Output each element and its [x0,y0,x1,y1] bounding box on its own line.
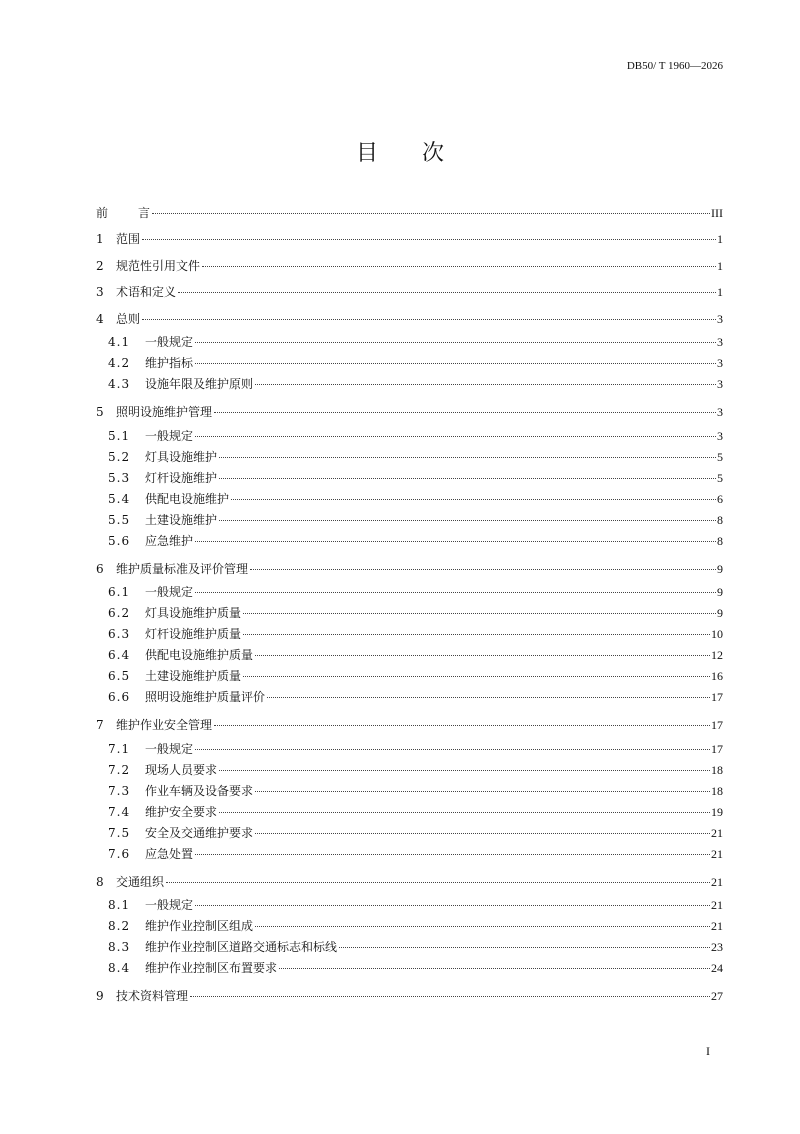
toc-section-entry[interactable] [96,916,723,937]
toc-entry-number: 5.5 [108,512,131,527]
toc-chapter-entry[interactable] [96,983,723,1010]
dot-leader [267,697,710,698]
toc-section-entry[interactable] [96,781,723,802]
toc-page-number: III [711,206,723,220]
toc-entry-number: 7.3 [108,783,131,798]
toc-page-number: 16 [711,669,723,683]
toc-page-number: 21 [711,846,723,861]
toc-page-number: 18 [711,783,723,798]
toc-entry-title: 作业车辆及设备要求 [145,783,254,798]
toc-page-number: 21 [711,898,723,912]
toc-page-number: 8 [717,533,723,548]
toc-entry-number: 9 [96,989,104,1003]
toc-chapter-entry[interactable] [96,279,723,306]
toc-page-number: 19 [711,804,723,819]
dot-leader [166,882,710,883]
toc-entry-number: 8 [96,874,104,889]
toc-page-number: 8 [717,512,723,527]
toc-entry-title: 土建设施维护 [145,512,218,527]
toc-entry-number: 6.5 [108,669,131,683]
dot-leader [214,412,716,413]
toc-section-entry[interactable] [96,645,723,666]
toc-entry-title: 一般规定 [145,428,194,443]
toc-section-entry[interactable] [96,603,723,624]
document-code: DB50/ T 1960—2026 [626,60,723,72]
toc-page-number: 3 [717,405,723,419]
toc-entry-title: 灯具设施维护 [145,449,218,464]
toc-entry-title: 范围 [116,232,141,246]
toc-entry-number: 8.2 [108,919,131,933]
toc-page-number: 3 [717,377,723,391]
toc-entry-title: 现场人员要求 [145,762,218,777]
toc-entry-title: 交通组织 [116,874,165,889]
dot-leader [142,239,716,240]
toc-section-entry[interactable] [96,937,723,958]
toc-chapter-entry[interactable] [96,556,723,583]
toc-page-number: 1 [717,258,723,273]
toc-entry-number: 6.4 [108,648,131,662]
toc-entry-number: 7 [96,718,104,732]
toc-entry-number: 1 [96,232,104,246]
dot-leader [195,342,716,343]
toc-entry-number: 8.3 [108,940,131,954]
toc-entry-title: 维护质量标准及评价管理 [116,561,249,576]
dot-leader [255,655,710,656]
dot-leader [255,791,710,792]
toc-page-number: 5 [717,449,723,464]
toc-section-entry[interactable] [96,468,723,489]
toc-section-entry[interactable] [96,802,723,823]
toc-entry-title: 维护安全要求 [145,804,218,819]
dot-leader [243,613,716,614]
toc-entry-title: 照明设施维护质量评价 [145,690,266,704]
toc-chapter-entry[interactable] [96,200,723,226]
toc-entry-number: 6.2 [108,606,131,620]
toc-section-entry[interactable] [96,332,723,353]
dot-leader [219,812,710,813]
toc-entry-number: 6.3 [108,627,131,641]
toc-section-entry[interactable] [96,489,723,510]
toc-page-number: 17 [711,690,723,704]
toc-entry-title: 术语和定义 [116,285,177,299]
toc-entry-number: 5 [96,405,104,419]
toc-entry-title: 总则 [116,311,141,326]
toc-section-entry[interactable] [96,958,723,979]
toc-page-number: 9 [717,585,723,599]
title-char-1: 目 [355,141,378,166]
toc-entry-number: 4.3 [108,377,131,391]
toc-entry-number: 3 [96,285,104,299]
toc-chapter-entry[interactable] [96,712,723,739]
dot-leader [178,292,716,293]
toc-entry-number: 4.2 [108,356,131,370]
toc-entry-title: 维护作业控制区布置要求 [145,961,278,975]
toc-entry-title: 一般规定 [145,585,194,599]
toc-page-number: 6 [717,491,723,506]
toc-section-entry[interactable] [96,426,723,447]
dot-leader [250,569,716,570]
toc-entry-number: 6.1 [108,585,131,599]
toc-section-entry[interactable] [96,374,723,395]
toc-entry-title: 维护作业安全管理 [116,718,213,732]
toc-chapter-entry[interactable] [96,869,723,896]
dot-leader [219,520,716,521]
toc-page-number: 27 [711,989,723,1003]
toc-entry-number: 5.3 [108,470,131,485]
toc-entry-number: 7.4 [108,804,131,819]
toc-page-number: 3 [717,428,723,443]
toc-page-number: 12 [711,648,723,662]
toc-page-number: 10 [711,627,723,641]
toc-entry-title: 一般规定 [145,898,194,912]
toc-section-entry[interactable] [96,823,723,844]
dot-leader [195,905,710,906]
toc-entry-number: 2 [96,258,104,273]
toc-section-entry[interactable] [96,582,723,603]
toc-section-entry[interactable] [96,510,723,531]
dot-leader [219,770,710,771]
toc-section-entry[interactable] [96,666,723,687]
dot-leader [195,541,716,542]
toc-page-number: 21 [711,874,723,889]
toc-entry-title: 应急处置 [145,846,194,861]
dot-leader [195,363,716,364]
toc-entry-number: 4 [96,311,104,326]
toc-page-number: 18 [711,762,723,777]
toc-page-number: 17 [711,718,723,732]
table-of-contents [96,200,723,1010]
toc-section-entry[interactable] [96,687,723,708]
toc-entry-title: 灯杆设施维护 [145,470,218,485]
dot-leader [195,592,716,593]
toc-page-number: 21 [711,825,723,840]
toc-section-entry[interactable] [96,447,723,468]
dot-leader [142,319,716,320]
toc-entry-number: 7.5 [108,825,131,840]
toc-entry-title: 技术资料管理 [116,989,189,1003]
toc-page-number: 1 [717,232,723,246]
dot-leader [195,854,710,855]
toc-entry-title: 设施年限及维护原则 [145,377,254,391]
toc-entry-number: 8.1 [108,898,131,912]
dot-leader [219,457,716,458]
dot-leader [255,926,710,927]
toc-page-number: 23 [711,940,723,954]
toc-page-number: 24 [711,961,723,975]
toc-entry-title: 维护作业控制区组成 [145,919,254,933]
toc-entry-title: 一般规定 [145,335,194,349]
title-char-2: 次 [422,141,445,166]
toc-page-number: 9 [717,561,723,576]
toc-page-number: 1 [717,285,723,299]
toc-entry-number: 6.6 [108,690,131,704]
toc-section-entry[interactable] [96,624,723,645]
dot-leader [255,384,716,385]
toc-entry-title: 维护指标 [145,356,194,370]
toc-entry-number: 5.6 [108,533,131,548]
page-title [0,136,800,167]
toc-entry-title: 土建设施维护质量 [145,669,242,683]
toc-entry-title: 供配电设施维护 [145,491,230,506]
toc-entry-title: 照明设施维护管理 [116,405,213,419]
toc-entry-number: 7.6 [108,846,131,861]
toc-chapter-entry[interactable] [96,253,723,280]
toc-section-entry[interactable] [96,760,723,781]
toc-entry-title: 灯具设施维护质量 [145,606,242,620]
toc-page-number: 3 [717,335,723,349]
dot-leader [195,749,710,750]
dot-leader [214,725,710,726]
toc-entry-title: 前 言 [96,206,151,220]
toc-entry-title: 维护作业控制区道路交通标志和标线 [145,940,338,954]
toc-chapter-entry[interactable] [96,226,723,253]
dot-leader [243,634,710,635]
toc-entry-number: 5.4 [108,491,131,506]
dot-leader [339,947,710,948]
page-number: I [706,1044,710,1058]
toc-entry-title: 一般规定 [145,741,194,756]
dot-leader [219,478,716,479]
toc-section-entry[interactable] [96,353,723,374]
toc-page-number: 3 [717,311,723,326]
toc-section-entry[interactable] [96,895,723,916]
toc-chapter-entry[interactable] [96,306,723,333]
toc-entry-title: 安全及交通维护要求 [145,825,254,840]
toc-page-number: 5 [717,470,723,485]
dot-leader [202,266,716,267]
dot-leader [195,436,716,437]
toc-entry-number: 5.1 [108,428,131,443]
dot-leader [152,213,710,214]
toc-entry-number: 7.1 [108,741,131,756]
dot-leader [231,499,716,500]
toc-entry-title: 应急维护 [145,533,194,548]
toc-section-entry[interactable] [96,739,723,760]
toc-page-number: 17 [711,741,723,756]
dot-leader [255,833,710,834]
toc-chapter-entry[interactable] [96,399,723,426]
toc-entry-number: 6 [96,561,104,576]
toc-page-number: 21 [711,919,723,933]
dot-leader [190,996,710,997]
toc-entry-number: 8.4 [108,961,131,975]
toc-entry-title: 灯杆设施维护质量 [145,627,242,641]
toc-section-entry[interactable] [96,844,723,865]
toc-entry-number: 5.2 [108,449,131,464]
toc-entry-number: 7.2 [108,762,131,777]
toc-page-number: 3 [717,356,723,370]
toc-page-number: 9 [717,606,723,620]
toc-entry-number: 4.1 [108,335,131,349]
dot-leader [243,676,710,677]
toc-section-entry[interactable] [96,531,723,552]
toc-entry-title: 供配电设施维护质量 [145,648,254,662]
toc-entry-title: 规范性引用文件 [116,258,201,273]
dot-leader [279,968,710,969]
